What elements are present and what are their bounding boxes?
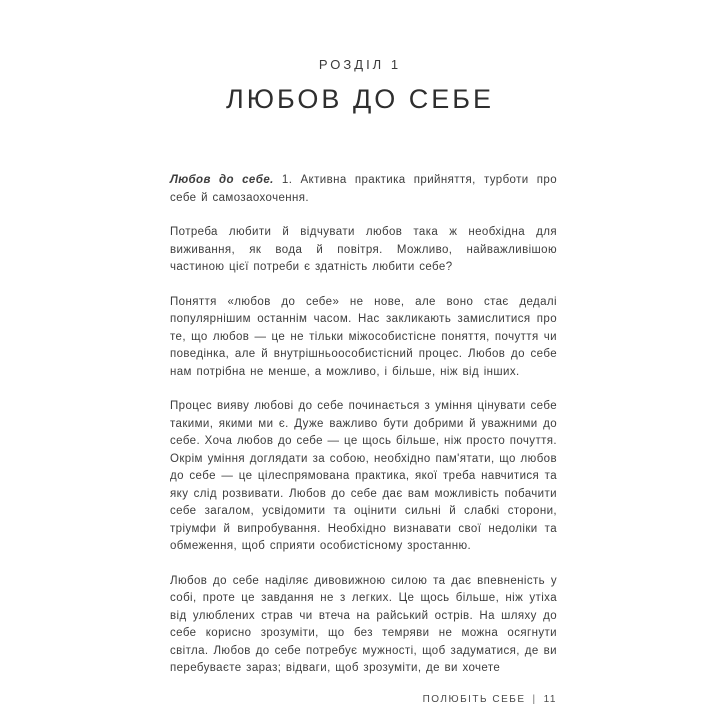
footer-separator: | [532, 694, 537, 705]
paragraph: Потреба любити й відчувати любов така ж необхідна для виживання, як вода й повітря. Можливо, найважливішою частиною цієї потреби є здатність любити себе? [170, 226, 557, 273]
chapter-label: РОЗДІЛ 1 [318, 57, 402, 72]
running-title: ПОЛЮБІТЬ СЕБЕ [422, 694, 526, 705]
definition-term: Любов до себе. [170, 174, 274, 186]
paragraph: Процес вияву любові до себе починається з уміння цінувати себе такими, якими ми є. Дуже важливо бути добрими й уважними до себе. Хоча любов до себе — це щось більше, ніж просто почуття. Окрім уміння доглядати за собою, необхідно пам'ятати, що любов до себе — це цілеспрямована практика, якої треба навчитися та яку слід розвивати. Любов до себе дає вам можливість побачити себе загалом, усвідомити та оцінити сильні й слабкі сторони, тріумфи й випробування. Необхідно визнавати свої недоліки та обмеження, щоб сприяти особистісному зростанню. [170, 400, 557, 552]
page-footer [170, 694, 557, 705]
paragraph: Любов до себе наділяє дивовижною силою та дає впевненість у собі, проте це завдання не з легких. Це щось більше, ніж утіха від улюблених страв чи втеча на райський острів. На шляху до себе корисно зрозуміти, що без темряви не можна осягнути світла. Любов до себе потребує мужності, щоб задуматися, де ви перебуваєте зараз; відваги, щоб зрозуміти, де ви хочете [170, 574, 557, 674]
body-text-column [170, 172, 557, 695]
page-title: ЛЮБОВ ДО СЕБЕ [226, 84, 494, 114]
paragraph: Поняття «любов до себе» не нове, але воно стає дедалі популярнішим останнім часом. Нас закликають замислитися про те, що любов — це не тільки міжособистісне поняття, почуття чи поведінка, але й внутрішньоособистісний процес. Любов до себе нам потрібна не менше, а можливо, і більше, ніж від інших. [170, 295, 557, 378]
definition-text: 1. Активна практика прийняття, турботи про себе й самозаохочення. [170, 174, 557, 204]
page-number: 11 [543, 694, 557, 705]
paragraph-definition [170, 172, 557, 207]
